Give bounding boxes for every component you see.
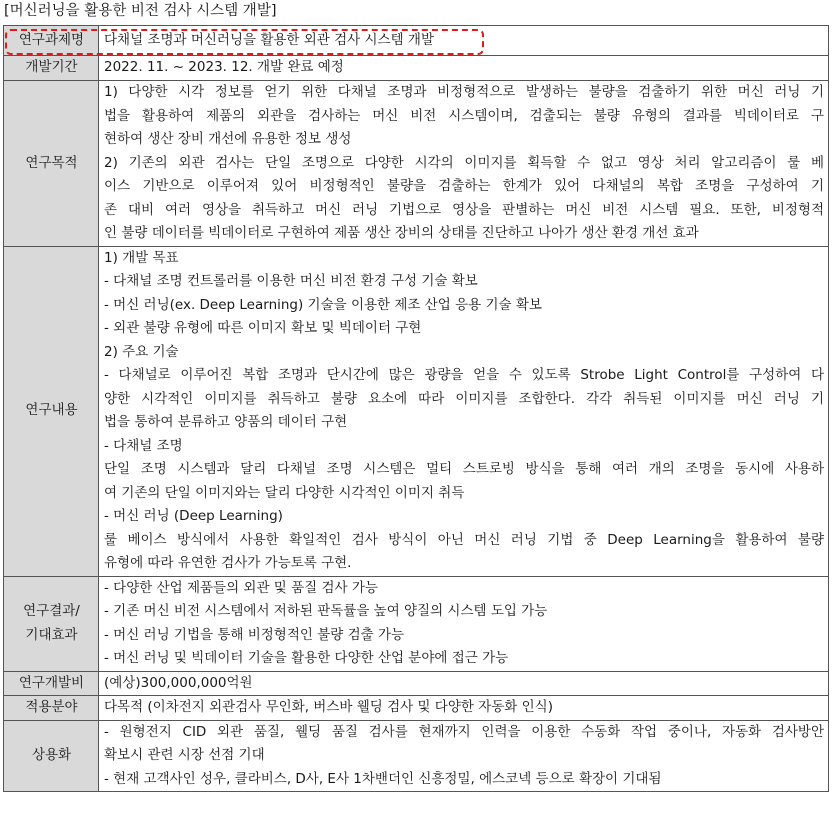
results-line: - 다양한 산업 제품들의 외관 및 품질 검사 가능 bbox=[104, 579, 378, 596]
content-line: - 머신 러닝 (Deep Learning) bbox=[104, 508, 283, 524]
results-line: - 기존 머신 비전 시스템에서 저하된 판독률을 높여 양질의 시스템 도입 가능 bbox=[104, 603, 548, 619]
label-field: 적용분야 bbox=[4, 696, 99, 721]
content-line: - 다채널 조명 컨트롤러를 이용한 머신 비전 환경 구성 기술 확보 bbox=[104, 273, 478, 289]
row-results bbox=[4, 576, 829, 671]
content-line: 2) 주요 기술 bbox=[104, 343, 179, 360]
value-results bbox=[99, 576, 829, 671]
label-budget: 연구개발비 bbox=[4, 671, 99, 696]
content-line: 양한 시각적인 이미지를 취득하고 불량 요소에 따라 이미지를 조합한다. 각각 취득된 이미지를 머신 러닝 기 bbox=[104, 390, 824, 407]
row-project-title bbox=[4, 26, 829, 56]
content-line: 룰 베이스 방식에서 사용한 확일적인 검사 방식이 아닌 머신 러닝 기법 중 Deep Learning을 활용하여 불량 bbox=[104, 531, 824, 548]
row-period bbox=[4, 56, 829, 81]
purpose-line: 이스 기반으로 이루어져 있어 비정형적인 불량을 검출하는 한계가 있어 다채널의 복합 조명을 구성하여 기 bbox=[104, 178, 824, 194]
label-period: 개발기간 bbox=[4, 56, 99, 81]
value-purpose bbox=[99, 81, 829, 247]
value-project-title: 다채널 조명과 머신러닝을 활용한 외관 검사 시스템 개발 bbox=[99, 26, 829, 56]
row-content bbox=[4, 246, 829, 576]
content-line: - 외관 불량 유형에 따른 이미지 확보 및 빅데이터 구현 bbox=[104, 320, 422, 336]
label-commercial: 상용화 bbox=[4, 720, 99, 792]
purpose-line: 현하여 생산 장비 개선에 유용한 정보 생성 bbox=[104, 131, 352, 147]
row-budget bbox=[4, 671, 829, 696]
results-line: - 머신 러닝 기법을 통해 비정형적인 불량 검출 가능 bbox=[104, 626, 405, 643]
commercial-line: 확보시 관련 시장 선점 기대 bbox=[104, 747, 265, 763]
content-line: 단일 조명 시스템과 달리 다채널 조명 시스템은 멀티 스트로빙 방식을 통해 여러 개의 조명을 동시에 사용하 bbox=[104, 461, 824, 477]
content-line: - 다채널로 이루어진 복합 조명과 단시간에 많은 광량을 얻을 수 있도록 Strobe Light Control를 구성하여 다 bbox=[104, 367, 824, 383]
document-title: [머신러닝을 활용한 비전 검사 시스템 개발] bbox=[4, 3, 277, 19]
label-results bbox=[4, 576, 99, 671]
results-line: - 머신 러닝 및 빅데이터 기술을 활용한 다양한 산업 분야에 접근 가능 bbox=[104, 650, 509, 666]
row-commercial bbox=[4, 720, 829, 792]
value-content bbox=[99, 246, 829, 576]
commercial-line: - 현재 고객사인 성우, 클라비스, D사, E사 1차밴더인 신흥정밀, 에스코넥 등으로 확장이 기대됨 bbox=[104, 770, 662, 787]
content-line: 유형에 따라 유연한 검사가 가능토록 구현. bbox=[104, 555, 352, 571]
purpose-line: 1) 다양한 시각 정보를 얻기 위한 다채널 조명과 비정형적으로 발생하는 불량을 검출하기 위한 머신 러닝 기 bbox=[104, 84, 824, 100]
content-line: - 머신 러닝(ex. Deep Learning) 기술을 이용한 제조 산업 응용 기술 확보 bbox=[104, 296, 542, 313]
purpose-line: 법을 활용하여 제품의 외관을 검사하는 머신 비전 시스템이며, 검출되는 불량 유형의 결과를 빅데이터로 구 bbox=[104, 107, 824, 124]
label-project-title: 연구과제명 bbox=[4, 26, 99, 56]
content-line: 법을 통하여 분류하고 양품의 데이터 구현 bbox=[104, 414, 348, 430]
label-results-line1: 연구결과/ bbox=[23, 603, 80, 619]
purpose-line: 인 불량 데이터를 빅데이터로 구현하여 제품 생산 장비의 상태를 진단하고 나아가 생산 환경 개선 효과 bbox=[104, 225, 699, 241]
purpose-line: 2) 기존의 외관 검사는 단일 조명으로 다양한 시각의 이미지를 획득할 수 없고 영상 처리 알고리즘이 룰 베 bbox=[104, 154, 824, 171]
value-field: 다목적 (이차전지 외관검사 무인화, 버스바 웰딩 검사 및 다양한 자동화 인식) bbox=[99, 696, 829, 721]
commercial-line: - 원형전지 CID 외관 품질, 웰딩 품질 검사를 현재까지 인력을 이용한 수동화 작업 중이나, 자동화 검사방안 bbox=[104, 723, 824, 740]
label-results-line2: 기대효과 bbox=[25, 626, 78, 643]
purpose-line: 존 대비 여러 영상을 취득하고 머신 러닝 기법으로 영상을 판별하는 머신 비전 시스템 필요. 또한, 비정형적 bbox=[104, 201, 824, 218]
label-content: 연구내용 bbox=[4, 246, 99, 576]
row-purpose bbox=[4, 81, 829, 247]
label-purpose: 연구목적 bbox=[4, 81, 99, 247]
content-line: 여 기존의 단일 이미지와는 달리 다양한 시각적인 이미지 취득 bbox=[104, 484, 465, 501]
value-commercial bbox=[99, 720, 829, 792]
content-line: - 다채널 조명 bbox=[104, 437, 183, 454]
row-field bbox=[4, 696, 829, 721]
project-spec-table bbox=[3, 25, 829, 792]
value-period: 2022. 11. ~ 2023. 12. 개발 완료 예정 bbox=[99, 56, 829, 81]
value-budget: (예상)300,000,000억원 bbox=[99, 671, 829, 696]
content-line: 1) 개발 목표 bbox=[104, 249, 179, 266]
